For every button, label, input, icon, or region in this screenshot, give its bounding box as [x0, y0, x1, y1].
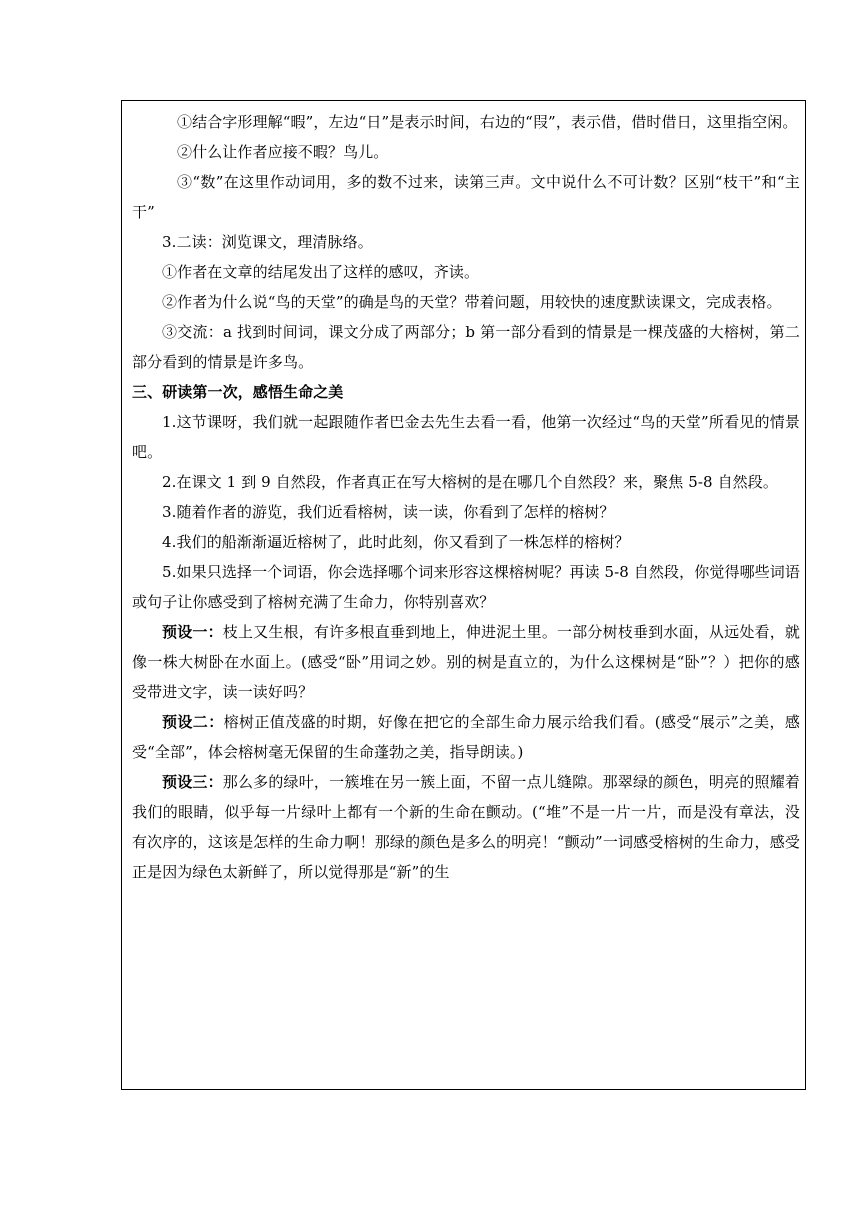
- paragraph-second-reading: 3.二读：浏览课文，理清脉络。: [162, 233, 373, 251]
- preset-2-label: 预设二：: [162, 713, 224, 731]
- preset-2: [132, 707, 800, 767]
- section-paragraph-3: 3.随着作者的游览，我们近看榕树，读一读，你看到了怎样的榕树？: [162, 503, 615, 521]
- preset-3-text: 那么多的绿叶，一簇堆在另一簇上面，不留一点儿缝隙。那翠绿的颜色，明亮的照耀着我们的眼睛，似乎每一片绿叶上都有一个新的生命在颤动。(“堆”不是一片一片，而是没有章法，没有次序的，这该是怎样的生命力啊！那绿的颜色是多么的明亮！“颤动”一词感受榕树的生命力，感受正是因为绿色太新鲜了，所以觉得那是“新”的生: [132, 773, 800, 881]
- preset-1-text: 枝上又生根，有许多根直垂到地上，伸进泥土里。一部分树枝垂到水面，从远处看，就像一株大树卧在水面上。(感受“卧”用词之妙。别的树是直立的，为什么这棵树是“卧”？）把你的感受带进文字，读一读好吗？: [132, 623, 800, 701]
- paragraph-ending-sigh: ①作者在文章的结尾发出了这样的感叹，齐读。: [162, 263, 480, 281]
- lesson-plan-content: [132, 107, 800, 887]
- paragraph-why-paradise: ②作者为什么说“鸟的天堂”的确是鸟的天堂？带着问题，用较快的速度默读课文，完成表格。: [162, 293, 782, 311]
- paragraph-word-meaning-xia: ①结合字形理解“暇”，左边“日”是表示时间，右边的“叚”，表示借，借时借日，这里指空闲。: [177, 113, 798, 131]
- preset-2-text: 榕树正值茂盛的时期，好像在把它的全部生命力展示给我们看。(感受“展示”之美，感受“全部”，体会榕树毫无保留的生命蓬勃之美，指导朗读。): [132, 713, 800, 761]
- section-paragraph-5: 5.如果只选择一个词语，你会选择哪个词来形容这棵榕树呢？再读 5-8 自然段，你觉得哪些词语或句子让你感受到了榕树充满了生命力，你特别喜欢？: [132, 563, 800, 611]
- section-paragraph-1: 1.这节课呀，我们就一起跟随作者巴金去先生去看一看，他第一次经过“鸟的天堂”所看见的情景吧。: [132, 413, 800, 461]
- paragraph-word-shu: ③“数”在这里作动词用，多的数不过来，读第三声。文中说什么不可计数？区别“枝干”和“主干”: [132, 173, 800, 221]
- section-heading: 三、研读第一次，感悟生命之美: [132, 383, 344, 401]
- section-paragraph-4: 4.我们的船渐渐逼近榕树了，此时此刻，你又看到了一株怎样的榕树？: [162, 533, 630, 551]
- preset-3-label: 预设三：: [162, 773, 223, 791]
- paragraph-birds: ②什么让作者应接不暇？鸟儿。: [177, 143, 389, 161]
- paragraph-exchange: ③交流：a 找到时间词，课文分成了两部分；b 第一部分看到的情景是一棵茂盛的大榕树，第二部分看到的情景是许多鸟。: [132, 323, 800, 371]
- preset-1-label: 预设一：: [162, 623, 223, 641]
- section-paragraph-2: 2.在课文 1 到 9 自然段，作者真正在写大榕树的是在哪几个自然段？来，聚焦 5-8 自然段。: [162, 473, 778, 491]
- preset-1: [132, 617, 800, 707]
- preset-3: [132, 767, 800, 887]
